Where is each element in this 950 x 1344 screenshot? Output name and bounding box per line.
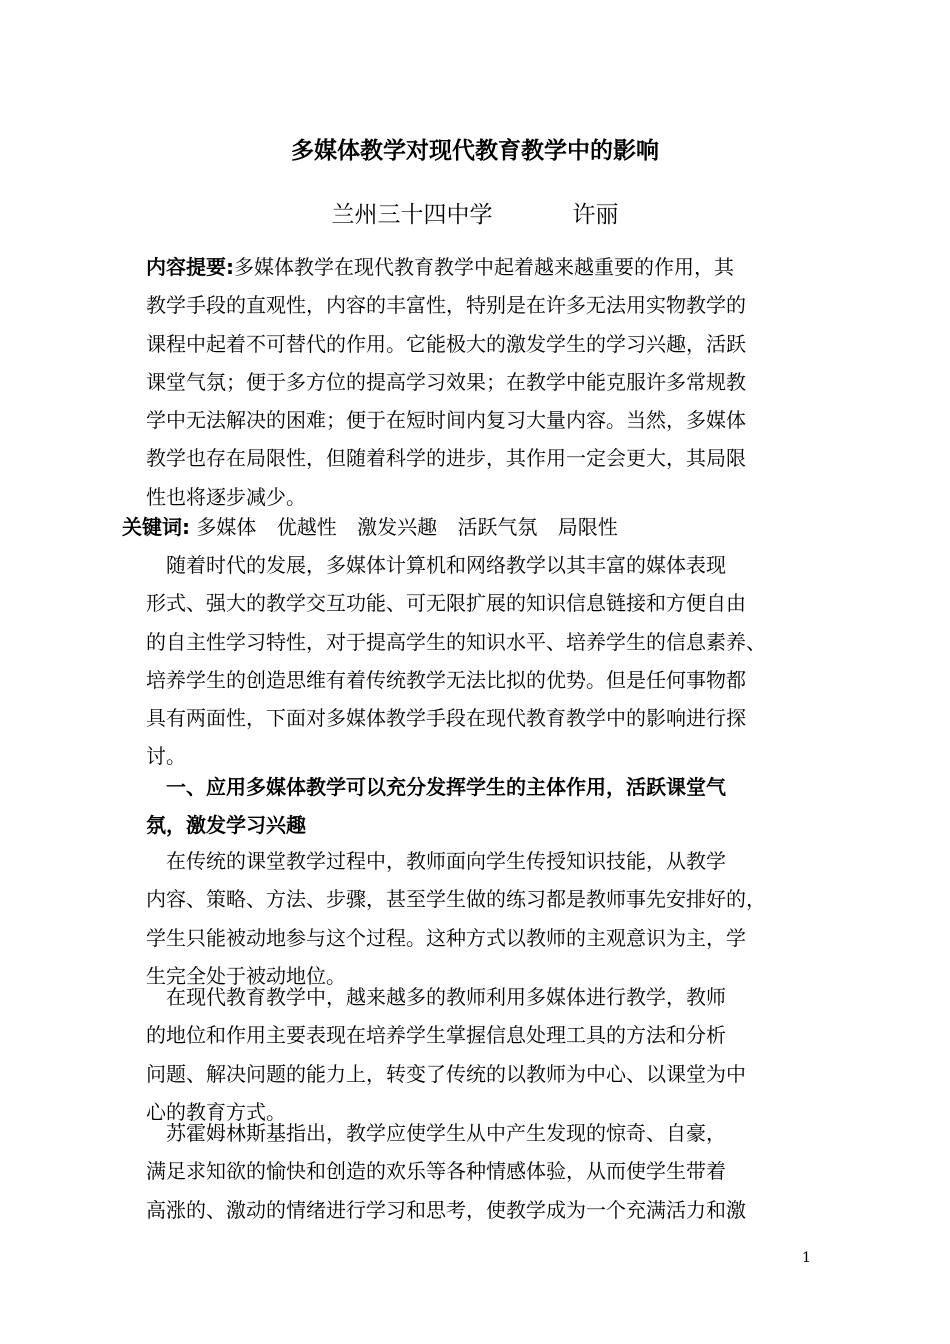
paragraph-line: 在传统的课堂教学过程中，教师面向学生传授知识技能，从教学 bbox=[146, 849, 726, 873]
paragraph-line: 培养学生的创造思维有着传统教学无法比拟的优势。但是任何事物都 bbox=[146, 667, 746, 692]
paragraph-line: 随着时代的发展，多媒体计算机和网络教学以其丰富的媒体表现 bbox=[146, 553, 726, 577]
keyword: 多媒体 bbox=[196, 515, 257, 539]
document-title: 多媒体教学对现代教育教学中的影响 bbox=[291, 138, 659, 164]
abstract-line: 学中无法解决的困难；便于在短时间内复习大量内容。当然，多媒体 bbox=[146, 408, 746, 433]
paragraph-line: 心的教育方式。 bbox=[146, 1099, 286, 1124]
keyword: 激发兴趣 bbox=[357, 515, 438, 539]
abstract-line: 内容提要:多媒体教学在现代教育教学中起着越来越重要的作用，其 bbox=[146, 255, 734, 279]
paragraph-line: 具有两面性，下面对多媒体教学手段在现代教育教学中的影响进行探 bbox=[146, 706, 746, 731]
abstract-line: 教学也存在局限性，但随着科学的进步，其作用一定会更大，其局限 bbox=[146, 446, 746, 471]
paragraph-line: 满足求知欲的愉快和创造的欢乐等各种情感体验，从而使学生带着 bbox=[146, 1159, 726, 1184]
abstract-line: 性也将逐步减少。 bbox=[146, 484, 306, 509]
paragraph-2 bbox=[146, 978, 816, 1131]
paragraph-line: 生完全处于被动地位。 bbox=[146, 963, 346, 988]
intro-paragraph bbox=[146, 546, 816, 776]
school-name: 兰州三十四中学 bbox=[331, 202, 493, 228]
abstract-line: 课程中起着不可替代的作用。它能极大的激发学生的学习兴趣，活跃 bbox=[146, 331, 746, 356]
paragraph-line: 问题、解决问题的能力上，转变了传统的以教师为中心、以课堂为中 bbox=[146, 1061, 746, 1086]
abstract-label: 内容提要: bbox=[146, 255, 234, 279]
paragraph-1 bbox=[146, 842, 816, 995]
author-line bbox=[0, 196, 950, 229]
paragraph-line: 苏霍姆林斯基指出，教学应使学生从中产生发现的惊奇、自豪， bbox=[146, 1121, 726, 1145]
abstract bbox=[146, 248, 816, 516]
keyword: 活跃气氛 bbox=[457, 515, 538, 539]
keywords bbox=[122, 508, 632, 546]
heading-line: 一、应用多媒体教学可以充分发挥学生的主体作用，活跃课堂气 bbox=[146, 775, 726, 799]
paragraph-line: 在现代教育教学中，越来越多的教师利用多媒体进行教学，教师 bbox=[146, 985, 726, 1009]
author-name: 许丽 bbox=[572, 202, 619, 228]
paragraph-line: 高涨的、激动的情绪进行学习和思考，使教学成为一个充满活力和激 bbox=[146, 1197, 746, 1222]
keyword: 优越性 bbox=[276, 515, 337, 539]
paragraph-line: 内容、策略、方法、步骤，甚至学生做的练习都是教师事先安排好的， bbox=[146, 887, 766, 912]
heading-line: 氛，激发学习兴趣 bbox=[146, 813, 306, 838]
paragraph-line: 的自主性学习特性，对于提高学生的知识水平、培养学生的信息素养、 bbox=[146, 629, 766, 654]
paragraph-line: 的地位和作用主要表现在培养学生掌握信息处理工具的方法和分析 bbox=[146, 1023, 726, 1048]
abstract-line: 课堂气氛；便于多方位的提高学习效果；在教学中能克服许多常规教 bbox=[146, 369, 746, 394]
keywords-label: 关键词: bbox=[122, 515, 190, 539]
keyword: 局限性 bbox=[557, 515, 618, 539]
paragraph-3 bbox=[146, 1114, 816, 1229]
paragraph-line: 讨。 bbox=[146, 744, 186, 769]
paragraph-line: 学生只能被动地参与这个过程。这种方式以教师的主观意识为主，学 bbox=[146, 925, 746, 950]
paragraph-line: 形式、强大的教学交互功能、可无限扩展的知识信息链接和方便自由 bbox=[146, 591, 746, 616]
abstract-line: 教学手段的直观性，内容的丰富性，特别是在许多无法用实物教学的 bbox=[146, 293, 746, 318]
section-heading-1 bbox=[146, 768, 816, 845]
page-number: 1 bbox=[802, 1250, 811, 1266]
